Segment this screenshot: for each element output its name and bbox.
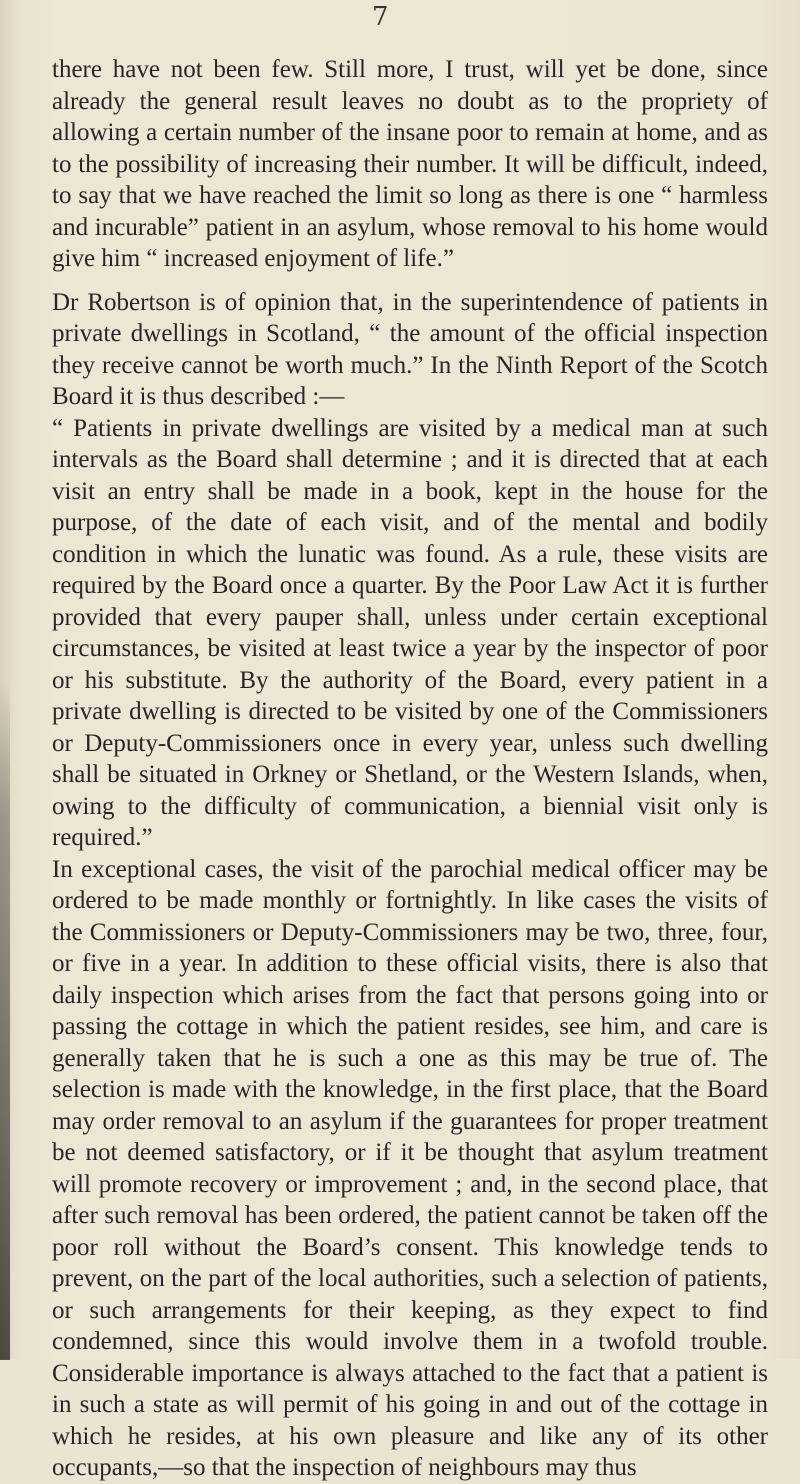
page-number: 7: [372, 2, 389, 32]
page-edge-shadow: [0, 680, 10, 1360]
paragraph-continuation: there have not been few. Still more, I trust, will yet be done, since already the general result leaves no doubt as to the propriety of allowing a certain number of the insane poor to remain at home, and as to the possibility of increasing their number. It will be difficult, indeed, to say that we have reached the limit so long as there is one “ harmless and incurable” patient in an asylum, whose removal to his home would give him “ increased enjoyment of life.”: [52, 56, 768, 272]
paragraph-robertson: Dr Robertson is of opinion that, in the superintendence of patients in private dwellings in Scotland, “ the amount of the official inspection they receive cannot be worth much.” In the Ninth Report of the Scotch Board it is thus described :—: [52, 288, 768, 410]
paragraph-exceptional-cases: In exceptional cases, the visit of the parochial medical officer may be ordered to be made monthly or fortnightly. In like cases the visits of the Commissioners or Deputy-Commissioners may be two, three, four, or five in a year. In addition to these official visits, there is also that daily inspection which arises from the fact that persons going into or passing the cottage in which the patient resides, see him, and care is generally taken that he is such a one as this may be true of. The selection is made with the knowledge, in the first place, that the Board may order removal to an asylum if the guarantees for proper treatment be not deemed satisfactory, or if it be thought that asylum treatment will promote recovery or improvement ; and, in the second place, that after such removal has been ordered, the patient cannot be taken off the poor roll without the Board’s consent. This knowledge tends to prevent, on the part of the local authorities, such a selection of patients, or such arrangements for their keeping, as they expect to find condemned, since this would involve them in a twofold trouble. Considerable importance is always attached to the fact that a patient is in such a state as will permit of his going in and out of the cottage in which he resides, at his own pleasure and like any of its other occupants,—so that the inspection of neighbours may thus: [52, 855, 768, 1481]
body-text: [52, 54, 768, 1484]
paragraph-quotation: “ Patients in private dwellings are visited by a medical man at such intervals as the Board shall determine ; and it is directed that at each visit an entry shall be made in a book, kept in the house for the purpose, of the date of each visit, and of the mental and bodily condition in which the lunatic was found. As a rule, these visits are required by the Board once a quarter. By the Poor Law Act it is further provided that every pauper shall, unless under certain exceptional circumstances, be visited at least twice a year by the inspector of poor or his substitute. By the authority of the Board, every patient in a private dwelling is directed to be visited by one of the Commissioners or Deputy-Commissioners once in every year, unless such dwelling shall be situated in Orkney or Shetland, or the Western Islands, when, owing to the difficulty of communication, a biennial visit only is required.”: [52, 414, 768, 851]
